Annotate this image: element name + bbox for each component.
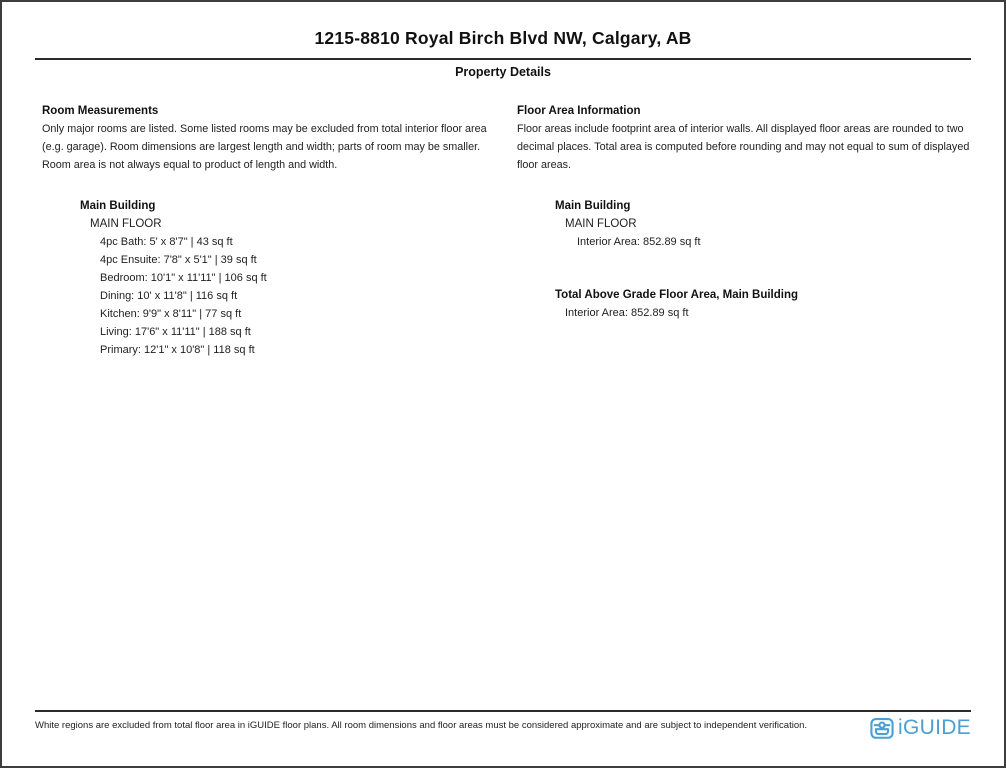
footer-disclaimer: White regions are excluded from total floor area in iGUIDE floor plans. All room dimensions and floor areas must be considered approximate and are subject to independent verification. bbox=[35, 720, 808, 731]
room-line: Bedroom: 10'1" x 11'11" | 106 sq ft bbox=[100, 272, 267, 284]
room-line: Kitchen: 9'9" x 8'11" | 77 sq ft bbox=[100, 308, 242, 320]
report-footer bbox=[2, 710, 1004, 766]
total-above-grade-block bbox=[517, 286, 975, 322]
room-measurements-section bbox=[42, 102, 494, 359]
building-name: Main Building bbox=[80, 200, 156, 212]
content-columns bbox=[2, 102, 1004, 359]
room-line: Dining: 10' x 11'8" | 116 sq ft bbox=[100, 290, 238, 302]
room-line: 4pc Bath: 5' x 8'7" | 43 sq ft bbox=[100, 236, 233, 248]
room-measurements-description: Only major rooms are listed. Some listed rooms may be excluded from total interior floor area (e.g. garage). Room dimensions are largest length and width; parts of room may be smaller. Room area is not always equal to product of length and width. bbox=[42, 123, 487, 171]
floor-area-heading: Floor Area Information bbox=[517, 105, 641, 117]
page-subtitle: Property Details bbox=[455, 65, 551, 79]
page-title: 1215-8810 Royal Birch Blvd NW, Calgary, AB bbox=[314, 28, 692, 48]
floor-area-building-block bbox=[517, 197, 975, 251]
total-interior-area: Interior Area: 852.89 sq ft bbox=[565, 307, 689, 319]
floor-area-description: Floor areas include footprint area of interior walls. All displayed floor areas are rounded to two decimal places. Total area is computed before rounding and may not equal to sum of displayed floor areas. bbox=[517, 123, 970, 171]
report-header bbox=[2, 2, 1004, 79]
floor-name: MAIN FLOOR bbox=[90, 218, 162, 230]
room-list bbox=[100, 233, 494, 359]
floor-area-section bbox=[517, 102, 975, 359]
room-measurements-building-block bbox=[42, 197, 494, 359]
total-above-grade-heading: Total Above Grade Floor Area, Main Building bbox=[555, 289, 799, 301]
building-name: Main Building bbox=[555, 200, 631, 212]
footer-row bbox=[2, 712, 1004, 741]
iguide-logo bbox=[869, 715, 971, 741]
iguide-camera-icon bbox=[869, 715, 895, 741]
floor-name: MAIN FLOOR bbox=[565, 218, 637, 230]
title-divider bbox=[35, 58, 971, 60]
iguide-logo-text: iGUIDE bbox=[898, 716, 971, 739]
room-line: Primary: 12'1" x 10'8" | 118 sq ft bbox=[100, 344, 255, 356]
floor-interior-area: Interior Area: 852.89 sq ft bbox=[577, 236, 701, 248]
room-measurements-heading: Room Measurements bbox=[42, 105, 159, 117]
room-line: 4pc Ensuite: 7'8" x 5'1" | 39 sq ft bbox=[100, 254, 257, 266]
room-line: Living: 17'6" x 11'11" | 188 sq ft bbox=[100, 326, 251, 338]
